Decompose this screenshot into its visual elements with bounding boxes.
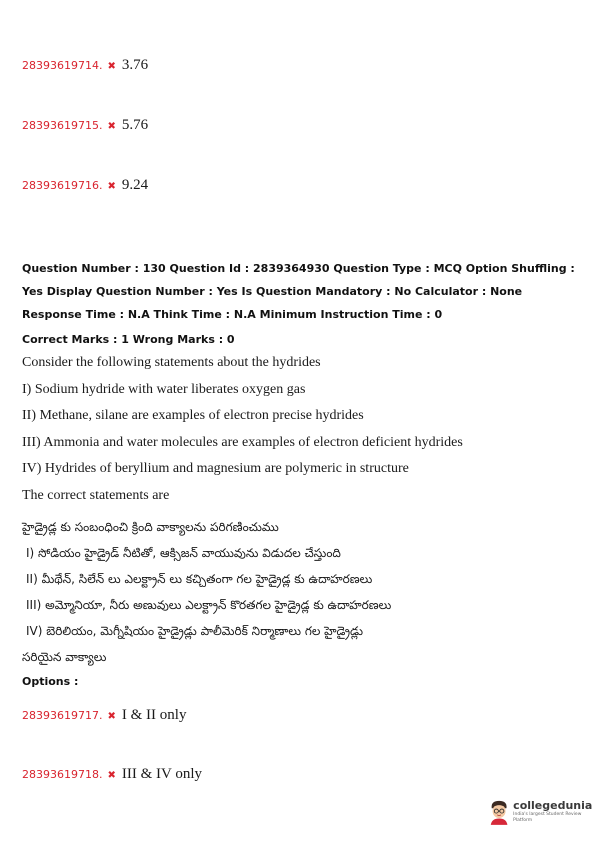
collegedunia-logo: [488, 798, 595, 826]
option-id: 28393619716.: [22, 179, 103, 192]
stem-line: IV) బెరిలియం, మెగ్నీషియం హైడ్రైడ్లు పాలీమెరిక్ నిర్మాణాలు గల హైడ్రైడ్లు: [26, 624, 364, 638]
option-row: [22, 57, 148, 74]
option-value: III & IV only: [121, 766, 203, 782]
option-value: 5.76: [121, 117, 149, 133]
option-value: 3.76: [121, 57, 149, 73]
option-row: [22, 177, 148, 194]
stem-line: Consider the following statements about the hydrides: [22, 355, 321, 370]
option-id: 28393619718.: [22, 768, 103, 781]
cross-icon: ✖: [107, 711, 116, 722]
cross-icon: ✖: [107, 61, 116, 72]
stem-line: హైడ్రైడ్ల కు సంబంధించి క్రింది వాక్యాలను పరిగణించుము: [22, 520, 279, 534]
option-row: [22, 766, 202, 783]
cross-icon: ✖: [107, 121, 116, 132]
question-marks: Correct Marks : 1 Wrong Marks : 0: [22, 333, 235, 346]
stem-line: I) సోడియం హైడ్రైడ్ నీటితో, ఆక్సిజన్ వాయువును విడుదల చేస్తుంది: [26, 546, 341, 560]
option-id: 28393619714.: [22, 59, 103, 72]
stem-line: III) అమ్మోనియా, నీరు అణువులు ఎలక్ట్రాన్ కొరతగల హైడ్రైడ్ల కు ఉదాహరణలు: [26, 598, 392, 612]
option-id: 28393619717.: [22, 709, 103, 722]
option-value: I & II only: [121, 707, 187, 723]
cross-icon: ✖: [107, 181, 116, 192]
stem-line: The correct statements are: [22, 487, 170, 503]
stem-line: II) Methane, silane are examples of electron precise hydrides: [22, 408, 364, 423]
options-label: Options :: [22, 675, 79, 688]
question-stem-telugu: [22, 514, 578, 670]
question-meta: Question Number : 130 Question Id : 2839364930 Question Type : MCQ Option Shuffling : Yes Display Question Number : Yes Is Question Mandatory : No Calculator : None Response Time : N.A Think Time : N.A Minimum Instruction Time : 0: [22, 262, 575, 321]
logo-name: collegedunia: [513, 799, 593, 812]
stem-line: III) Ammonia and water molecules are examples of electron deficient hydrides: [22, 434, 463, 450]
option-value: 9.24: [121, 177, 149, 193]
student-avatar-icon: [488, 798, 510, 826]
stem-line: IV) Hydrides of beryllium and magnesium are polymeric in structure: [22, 461, 409, 476]
cross-icon: ✖: [107, 770, 116, 781]
logo-tagline: India's largest Student Review Platform: [513, 812, 582, 823]
option-row: [22, 707, 186, 724]
stem-line: I) Sodium hydride with water liberates oxygen gas: [22, 381, 306, 397]
stem-line: సరియైన వాక్యాలు: [22, 650, 107, 664]
option-id: 28393619715.: [22, 119, 103, 132]
question-stem-english: [22, 350, 578, 509]
stem-line: II) మీథేన్, సిలేన్ లు ఎలక్ట్రాన్ లు కచ్చితంగా గల హైడ్రైడ్ల కు ఉదాహరణలు: [26, 572, 373, 586]
option-row: [22, 117, 148, 134]
